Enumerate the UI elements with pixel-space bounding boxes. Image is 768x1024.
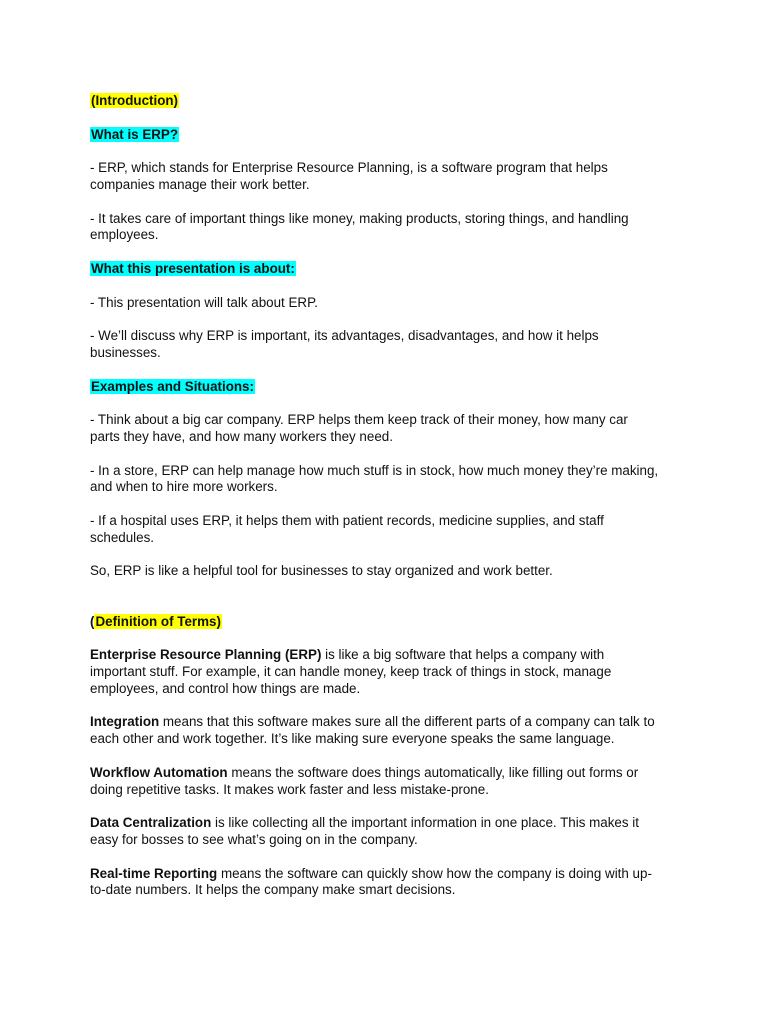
definition-text: means that this software makes sure all the different parts of a company can talk to — [159, 714, 655, 730]
definition-erp: Enterprise Resource Planning (ERP) is like a big software that helps a company with important stuff. For example, it can handle money, keep track of things in stock, manage employees, and control how things are made. — [90, 647, 612, 696]
definitions-open-paren: ( — [90, 613, 95, 629]
definition-term: Workflow Automation — [90, 764, 228, 780]
examples-heading — [90, 379, 690, 396]
what-is-erp-heading — [90, 127, 690, 144]
what-is-erp-paragraph-1: - ERP, which stands for Enterprise Resource Planning, is a software program that helps companies manage their work better. — [90, 160, 608, 192]
definitions-label-highlight: Definition of Terms) — [95, 613, 221, 629]
definition-term: Integration — [90, 714, 160, 730]
definition-text: is like collecting all the important information in one place. This makes it — [211, 815, 639, 831]
examples-summary: So, ERP is like a helpful tool for businesses to stay organized and work better. — [90, 563, 553, 579]
definition-real-time-reporting: Real-time Reporting means the software can quickly show how the company is doing with up- to-date numbers. It helps the company make smart decisions. — [90, 865, 652, 898]
about-heading-highlight: What this presentation is about: — [91, 260, 295, 276]
what-is-erp-highlight: What is ERP? — [91, 126, 179, 142]
what-is-erp-paragraph-2: - It takes care of important things like money, making products, storing things, and handling employees. — [90, 210, 629, 243]
definition-data-centralization: Data Centralization is like collecting all the important information in one place. This makes it easy for bosses to see what’s going on in the company. — [90, 815, 639, 848]
definition-term: Enterprise Resource Planning (ERP) — [90, 647, 322, 663]
examples-paragraph-2: - In a store, ERP can help manage how much stuff is in stock, how much money they’re making, and when to hire more workers. — [90, 462, 659, 495]
examples-paragraph-1: - Think about a big car company. ERP helps them keep track of their money, how many car parts they have, and how many workers they need. — [90, 412, 628, 444]
examples-paragraph-3: - If a hospital uses ERP, it helps them with patient records, medicine supplies, and staff schedules. — [90, 512, 604, 545]
definition-integration: Integration means that this software makes sure all the different parts of a company can talk to each other and work together. It’s like making sure everyone speaks the same language. — [90, 714, 655, 747]
definition-text: is like a big software that helps a company with — [321, 647, 605, 663]
about-paragraph-1: - This presentation will talk about ERP. — [90, 294, 319, 310]
definition-text: means the software does things automatically, like filling out forms or — [227, 764, 639, 780]
document-page — [90, 93, 690, 899]
definition-term: Real-time Reporting — [90, 865, 218, 881]
intro-section-label — [90, 93, 690, 110]
about-heading — [90, 261, 690, 278]
intro-label-highlight: (Introduction) — [91, 93, 179, 108]
about-paragraph-2: - We’ll discuss why ERP is important, its advantages, disadvantages, and how it helps businesses. — [90, 328, 599, 360]
definition-workflow-automation: Workflow Automation means the software does things automatically, like filling out forms or doing repetitive tasks. It makes work faster and less mistake-prone. — [90, 764, 639, 797]
definition-text: means the software can quickly show how the company is doing with up- — [217, 865, 652, 881]
definitions-section-label — [90, 614, 690, 631]
examples-heading-highlight: Examples and Situations: — [91, 378, 254, 394]
definition-term: Data Centralization — [90, 815, 212, 831]
